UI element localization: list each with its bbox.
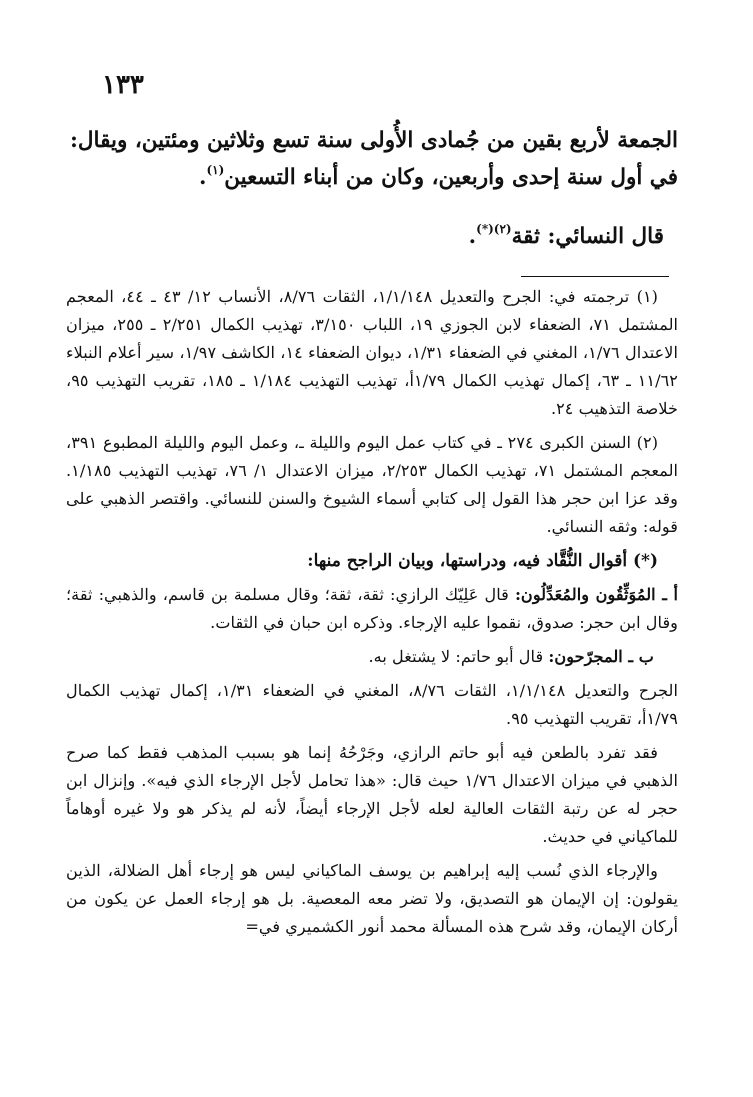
main-paragraph [70, 122, 678, 196]
nasai-statement [70, 218, 678, 255]
page-number: ١٣٣ [102, 70, 144, 100]
footnote-ref-1[interactable]: (١) [206, 163, 225, 177]
section-b-label: ب ـ المجرّحون: [548, 647, 654, 666]
section-a-text: قال عَلِيّك الرازي: ثقة، ثقة؛ وقال مسلمة بن قاسم، والذهبي: ثقة؛ وقال ابن حجر: صدوق، نقموا عليه الإرجاء. وذكره ابن حبان في الثقات. [66, 585, 678, 632]
section-b-sources: الجرح والتعديل ١/١/١٤٨، الثقات ٨/٧٦، المغني في الضعفاء ١/٣١، إكمال تهذيب الكمال ١/٧٩أ، تقريب التهذيب ٩٥. [66, 681, 678, 728]
footnote-2: (٢) السنن الكبرى ٢٧٤ ـ في كتاب عمل اليوم والليلة ـ، وعمل اليوم والليلة المطبوع ٣٩١، المعجم المشتمل ٧١، تهذيب الكمال ٢/٢٥٣، ميزان الاعتدال ١/ ٧٦، تهذيب التهذيب ١/١٨٥. وقد عزا ابن حجر هذا القول إلى كتابي أسماء الشيوخ والسنن للنسائي. واقتصر الذهبي على قوله: وثقه النسائي. [66, 433, 679, 536]
section-b [66, 643, 678, 671]
critics-heading: (*) أقوال النُّقَّاد فيه، ودراستها، وبيان الراجح منها: [307, 551, 658, 571]
nasai-text: قال النسائي: ثقة [511, 224, 664, 249]
discussion-paragraph: فقد تفرد بالطعن فيه أبو حاتم الرازي، وجَرْحُهُ إنما هو بسبب المذهب فقط كما صرح الذهبي في ميزان الاعتدال ١/٧٦ حيث قال: «هذا تحامل لأجل الإرجاء الذي فيه». وإنزال ابن حجر له عن رتبة الثقات العالية لعله لأجل الإرجاء أيضاً، لأنه لم يذكر هو ولا غيره أوهاماً للماكياني في حديث. [66, 743, 678, 846]
section-a-label: أ ـ المُوَثِّقُون والمُعَدِّلُون: [514, 585, 678, 604]
section-a [66, 581, 678, 637]
footnote-divider [521, 276, 669, 277]
footnotes [66, 283, 678, 947]
section-b-text: قال أبو حاتم: لا يشتغل به. [368, 647, 544, 666]
nasai-end: . [468, 224, 477, 249]
footnote-1: (١) ترجمته في: الجرح والتعديل ١/١/١٤٨، الثقات ٨/٧٦، الأنساب ١٢/ ٤٣ ـ ٤٤، المعجم المشتمل ٧١، الضعفاء لابن الجوزي ١٩، اللباب ٣/١٥٠، تهذيب الكمال ٢/٢٥١ ـ ٢٥٥، ميزان الاعتدال ١/٧٦، المغني في الضعفاء ١/٣١، ديوان الضعفاء ١٤، الكاشف ١/٩٧، سير أعلام النبلاء ١١/٦٢ ـ ٦٣، إكمال تهذيب الكمال ١/٧٩أ، تهذيب التهذيب ١/١٨٤ ـ ١٨٥، تقريب التهذيب ٩٥، خلاصة التذهيب ٢٤. [66, 287, 678, 418]
irja-paragraph: والإرجاء الذي نُسب إليه إبراهيم بن يوسف الماكياني ليس هو إرجاء أهل الضلالة، الذين يقولون: إن الإيمان هو التصديق، ولا تضر معه المعصية. بل هو إرجاء العمل عن يكون من أركان الإيمان، وقد شرح هذه المسألة محمد أنور الكشميري في= [66, 861, 678, 936]
footnote-ref-2[interactable]: (٢)(*) [476, 222, 512, 236]
main-text [70, 122, 678, 255]
main-paragraph-end: . [198, 165, 207, 190]
main-paragraph-text: الجمعة لأربع بقين من جُمادى الأُولى سنة تسع وثلاثين ومئتين، ويقال: في أول سنة إحدى وأربعين، وكان من أبناء التسعين [70, 128, 678, 190]
